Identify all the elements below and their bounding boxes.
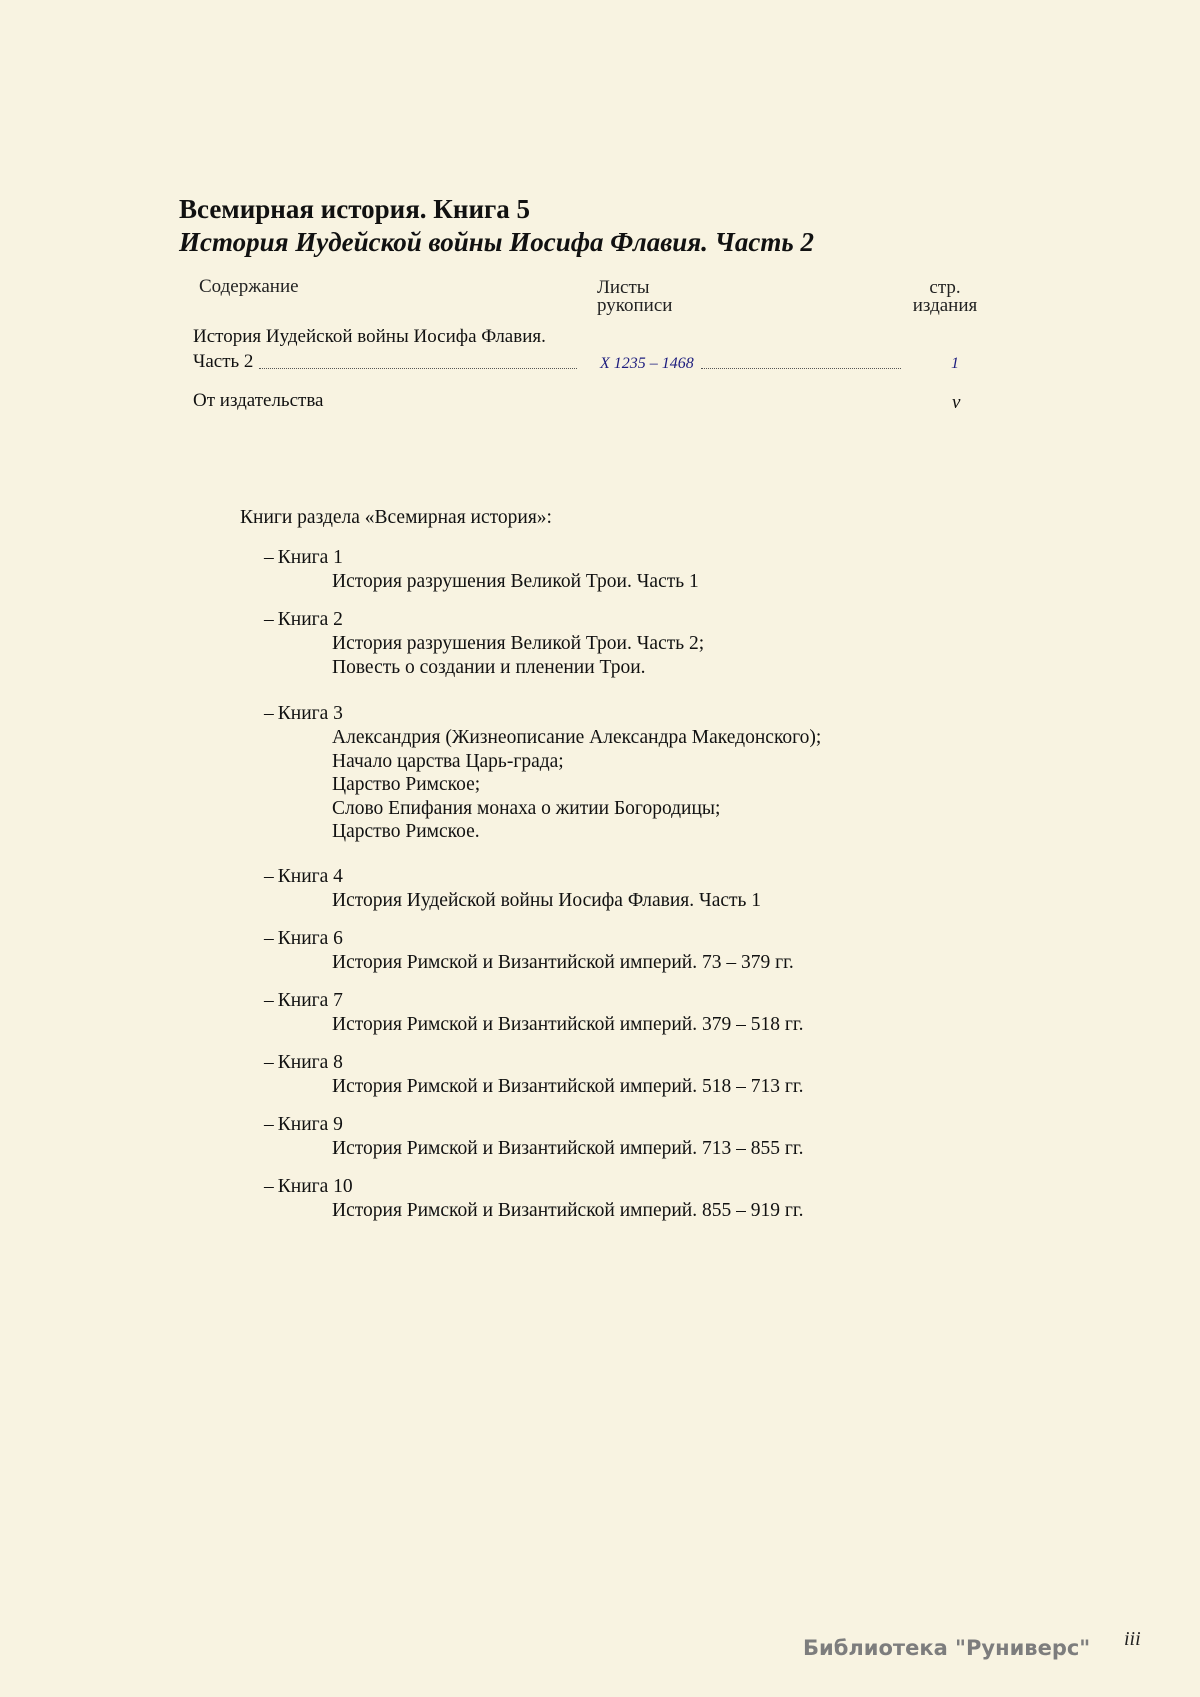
book-line: История Римской и Византийской империй. 713 – 855 гг. [332, 1138, 804, 1159]
dash-bullet: – [264, 928, 274, 949]
book-label: Книга 1 [277, 547, 343, 568]
toc-header-page-line1: стр. [929, 277, 961, 298]
toc-entry-page-link[interactable]: 1 [951, 355, 959, 372]
book-item [264, 608, 704, 679]
toc-header-contents: Содержание [199, 276, 299, 297]
book-item [264, 1051, 804, 1099]
book-line: Повесть о создании и пленении Трои. [332, 656, 646, 678]
book-line: Царство Римское. [332, 821, 480, 842]
toc-header-page-line2: издания [912, 295, 978, 316]
dash-bullet: – [264, 703, 274, 724]
dash-bullet: – [264, 866, 274, 887]
toc-leader-dots [259, 368, 577, 369]
toc-entry-title-line1: История Иудейской войны Иосифа Флавия. [193, 326, 546, 347]
toc-header-page [905, 279, 985, 315]
dash-bullet: – [264, 547, 274, 568]
book-line: Слово Епифания монаха о житии Богородицы; [332, 797, 721, 819]
book-label: Книга 4 [277, 866, 343, 887]
footer-page-number: iii [1124, 1628, 1141, 1650]
book-label: Книга 6 [277, 928, 343, 949]
toc-entry-title: От издательства [193, 390, 324, 411]
dash-bullet: – [264, 990, 274, 1011]
book-label: Книга 3 [277, 703, 343, 724]
book-line: Александрия (Жизнеописание Александра Македонского); [332, 727, 822, 748]
dash-bullet: – [264, 1052, 274, 1073]
footer-library-name: Библиотека "Руниверс" [803, 1636, 1091, 1660]
book-line: История Римской и Византийской империй. 379 – 518 гг. [332, 1014, 804, 1035]
dash-bullet: – [264, 1176, 274, 1197]
book-line: Начало царства Царь-града; [332, 750, 564, 772]
dash-bullet: – [264, 1114, 274, 1135]
book-item [264, 546, 699, 594]
book-line: История Римской и Византийской империй. 73 – 379 гг. [332, 952, 794, 973]
book-line: История Римской и Византийской империй. 855 – 919 гг. [332, 1200, 804, 1221]
toc-header-sheets-line2: рукописи [597, 295, 673, 316]
book-item [264, 1175, 804, 1223]
book-line: Царство Римское; [332, 774, 481, 795]
toc-entry-sheets: Х 1235 – 1468 [600, 355, 694, 372]
book-label: Книга 8 [277, 1052, 343, 1073]
book-label: Книга 7 [277, 990, 343, 1011]
book-item [264, 865, 761, 913]
book-item [264, 927, 794, 975]
book-line: История разрушения Великой Трои. Часть 1 [332, 571, 699, 592]
book-item [264, 1113, 804, 1161]
book-line: История Римской и Византийской империй. 518 – 713 гг. [332, 1076, 804, 1097]
book-item [264, 989, 804, 1037]
toc-entry-title-line2: Часть 2 [193, 351, 254, 372]
books-heading: Книги раздела «Всемирная история»: [240, 507, 552, 528]
book-line: История Иудейской войны Иосифа Флавия. Часть 1 [332, 890, 762, 911]
book-label: Книга 9 [277, 1114, 343, 1135]
toc-header-sheets [597, 279, 672, 315]
toc-header-sheets-line1: Листы [597, 277, 650, 298]
book-label: Книга 2 [277, 609, 343, 630]
book-item [264, 702, 821, 844]
dash-bullet: – [264, 609, 274, 630]
page-subtitle: История Иудейской войны Иосифа Флавия. Часть 2 [179, 227, 814, 257]
page-title: Всемирная история. Книга 5 [179, 194, 531, 224]
toc-leader-dots [701, 368, 901, 369]
book-line: История разрушения Великой Трои. Часть 2; [332, 633, 705, 654]
toc-entry-page: v [952, 392, 961, 413]
book-label: Книга 10 [277, 1176, 353, 1197]
